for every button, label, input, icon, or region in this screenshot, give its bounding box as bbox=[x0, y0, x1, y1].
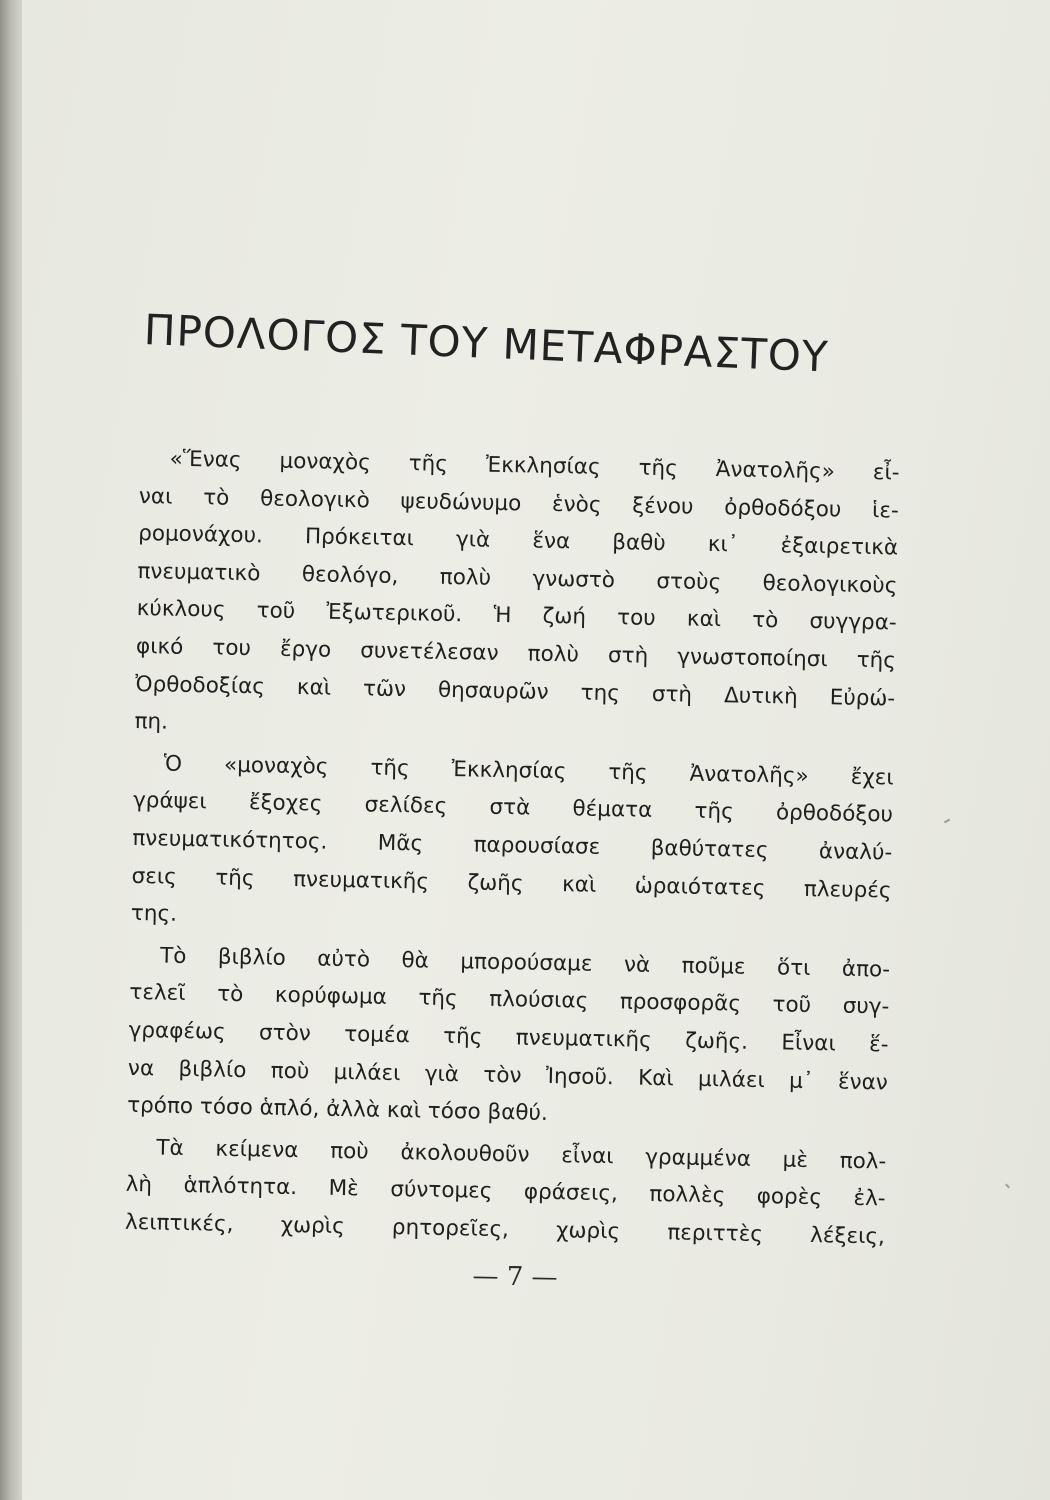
text-line: σεις τῆς πνευματικῆς ζωῆς καὶ ὡραιότατες πλευρές bbox=[131, 863, 892, 904]
page-number: — 7 — bbox=[472, 1261, 558, 1293]
text-line: κύκλους τοῦ Ἐξωτερικοῦ. Ἡ ζωή του καὶ τὸ συγγρα- bbox=[136, 596, 897, 636]
paragraph-1 bbox=[134, 440, 900, 755]
text-line: ναι τὸ θεολογικὸ ψευδώνυμο ἑνὸς ξένου ὀρθοδόξου ἱε- bbox=[138, 483, 900, 524]
text-line: τρόπο τόσο ἁπλό, ἀλλὰ καὶ τόσο βαθύ. bbox=[126, 1092, 549, 1127]
text-line: Τὰ κείμενα ποὺ ἀκολουθοῦν εἶναι γραμμένα μὲ πολ- bbox=[156, 1135, 887, 1175]
paragraph-3 bbox=[127, 937, 890, 1140]
text-line: «Ἕνας μοναχὸς τῆς Ἐκκλησίας τῆς Ἀνατολῆς» εἶ- bbox=[169, 446, 900, 486]
text-line: τελεῖ τὸ κορύφωμα τῆς πλούσιας προσφορᾶς τοῦ συγ- bbox=[129, 980, 890, 1020]
text-line: πη. bbox=[134, 709, 169, 735]
text-line: λειπτικές, χωρὶς ρητορεῖες, χωρὶς περιττὲς λέξεις, bbox=[124, 1209, 886, 1250]
text-line: Τὸ βιβλίο αὐτὸ θὰ μπορούσαμε νὰ ποῦμε ὅτι ἀπο- bbox=[159, 943, 891, 983]
text-line: Ὁ «μοναχὸς τῆς Ἐκκλησίας τῆς Ἀνατολῆς» ἔχει bbox=[163, 751, 894, 791]
text-line: πνευματικότητος. Μᾶς παρουσίασε βαθύτατες ἀναλύ- bbox=[132, 825, 893, 866]
body-text bbox=[125, 440, 900, 1260]
text-line: να βιβλίο ποὺ μιλάει γιὰ τὸν Ἰησοῦ. Καὶ μιλάει μ᾽ ἕναν bbox=[127, 1055, 889, 1095]
text-line: πνευματικὸ θεολόγο, πολὺ γνωστὸ στοὺς θεολογικοὺς bbox=[137, 558, 898, 599]
text-line: γράψει ἔξοχες σελίδες στὰ θέματα τῆς ὀρθοδόξου bbox=[132, 788, 894, 828]
paragraph-2 bbox=[131, 745, 894, 948]
page-title: ΠΡΟΛΟΓΟΣ ΤΟΥ ΜΕΤΑΦΡΑΣΤΟΥ bbox=[143, 305, 830, 382]
text-line: φικό του ἔργο συνετέλεσαν πολὺ στὴ γνωστοποίησι τῆς bbox=[135, 633, 897, 674]
text-line: ρομονάχου. Πρόκειται γιὰ ἕνα βαθὺ κι᾽ ἐξαιρετικὰ bbox=[137, 521, 899, 561]
text-line: Ὀρθοδοξίας καὶ τῶν θησαυρῶν της στὴ Δυτικὴ Εὐρώ- bbox=[135, 671, 896, 712]
text-line: της. bbox=[130, 901, 178, 927]
text-line: λὴ ἁπλότητα. Μὲ σύντομες φράσεις, πολλὲς φορὲς ἐλ- bbox=[125, 1172, 886, 1212]
book-gutter bbox=[0, 0, 22, 1500]
text-line: γραφέως στὸν τομέα τῆς πνευματικῆς ζωῆς. Εἶναι ἕ- bbox=[128, 1017, 889, 1058]
paragraph-4 bbox=[125, 1129, 887, 1256]
